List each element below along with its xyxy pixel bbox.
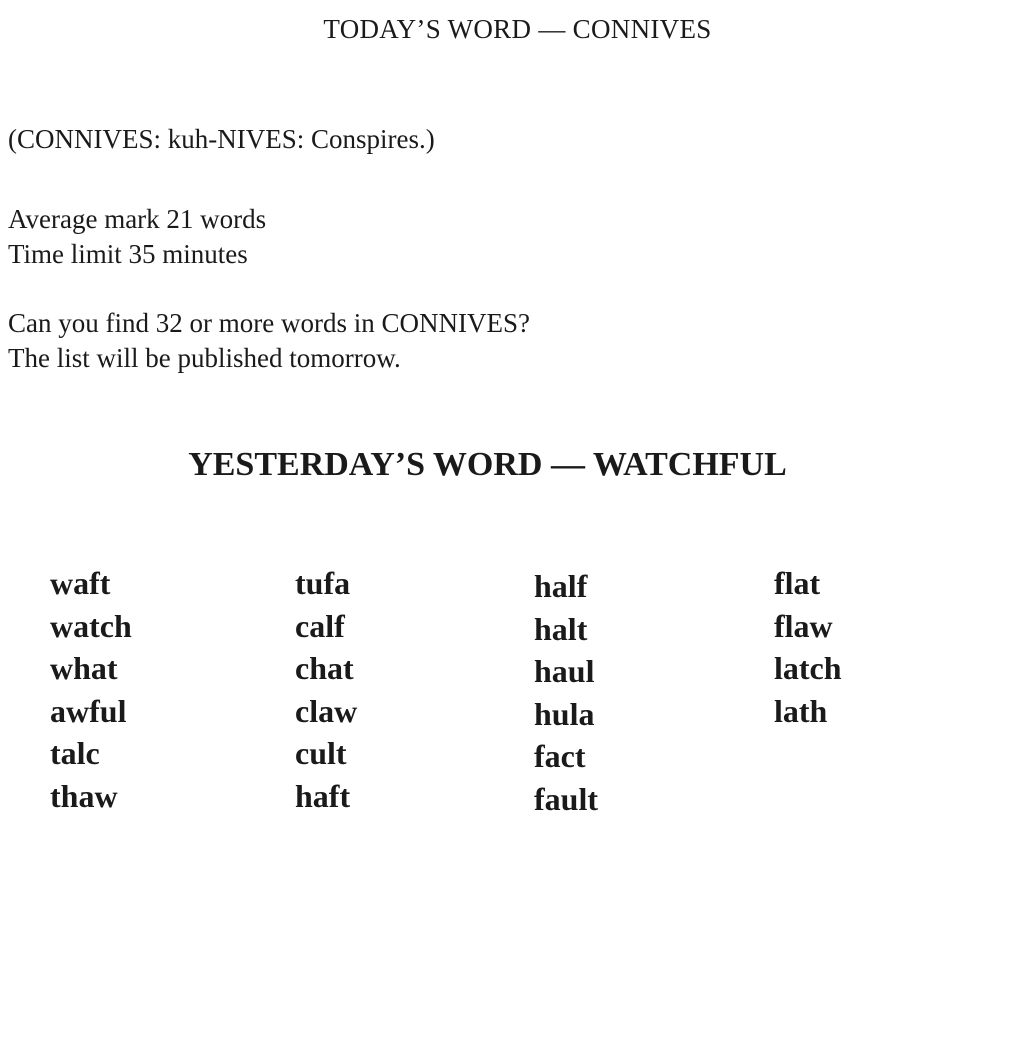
list-item: cult [295, 735, 347, 771]
time-limit: Time limit 35 minutes [8, 239, 248, 269]
list-item: claw [295, 692, 358, 729]
list-item: fact [534, 738, 586, 774]
list-item: latch [774, 650, 842, 686]
list-item: haul [534, 653, 595, 689]
list-item: haft [295, 777, 351, 814]
average-mark: Average mark 21 words [8, 204, 267, 234]
list-item: waft [50, 565, 111, 601]
challenge-question: Can you find 32 or more words in CONNIVES? [8, 308, 530, 338]
list-item: flaw [774, 607, 833, 644]
list-item: thaw [50, 777, 118, 814]
puzzle-challenge [8, 306, 530, 376]
yesterday-word-list [0, 562, 1035, 822]
list-item: flat [774, 565, 821, 601]
list-item: what [50, 650, 118, 686]
list-item: halt [534, 610, 588, 647]
list-item: lath [774, 692, 828, 729]
list-item: half [534, 568, 588, 604]
list-item: calf [295, 607, 345, 644]
list-item: watch [50, 607, 132, 644]
word-column-1 [50, 562, 132, 817]
today-word-title: TODAY’S WORD — CONNIVES [323, 14, 712, 44]
list-item: talc [50, 735, 100, 771]
word-column-3 [534, 565, 598, 820]
list-item: fault [534, 780, 598, 817]
list-item: hula [534, 695, 595, 732]
yesterday-word-title: YESTERDAY’S WORD — WATCHFUL [188, 446, 787, 483]
list-item: tufa [295, 565, 351, 601]
word-column-4 [774, 562, 842, 732]
puzzle-stats [8, 202, 266, 272]
list-item: chat [295, 650, 354, 686]
word-definition: (CONNIVES: kuh-NIVES: Conspires.) [8, 124, 435, 154]
word-column-2 [295, 562, 357, 817]
publish-note: The list will be published tomorrow. [8, 343, 401, 373]
list-item: awful [50, 692, 127, 729]
